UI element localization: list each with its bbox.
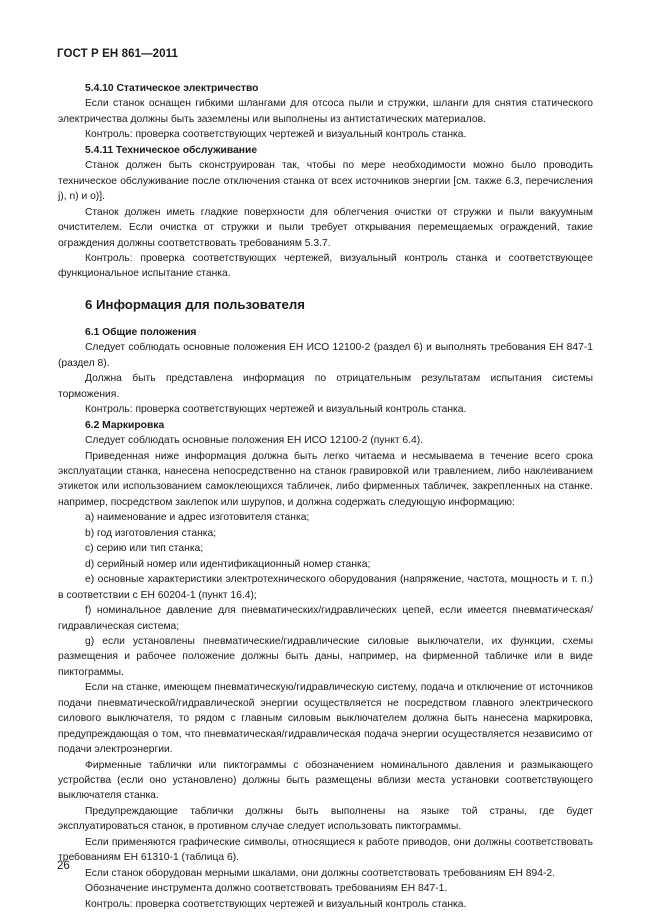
paragraph: Если станок оснащен гибкими шлангами для отсоса пыли и стружки, шланги для снятия статического электричества должны быть заземлены или выполнены из антистатических материалов. [58, 98, 593, 125]
paragraph: Должна быть представлена информация по отрицательным результатам испытания системы торможения. [58, 373, 593, 400]
control-paragraph: Контроль: проверка соответствующих чертежей и визуальный контроль станка. [85, 898, 467, 910]
paragraph: Приведенная ниже информация должна быть легко читаема и несмываема в течение всего срока эксплуатации станка, нанесена непосредственно на станок гравировкой или травлением, либо наклеиванием этикеток или использованием самоклеющихся табличек, либо фирменных табличек, закрепленных на станке. например, посредством заклепок или шурупов, и должна содержать следующую информацию: [58, 450, 593, 508]
paragraph: Если на станке, имеющем пневматическую/гидравлическую систему, подача и отключение от источников подачи пневматической/гидравлической энергии осуществляется не посредством главного электрического силового выключателя, то рядом с главным силовым выключателем должна быть нанесена маркировка, предупреждающая о том, что пневматическая/гидравлическая подача энергии осуществляется независимо от подачи электроэнергии. [58, 682, 593, 756]
subsection-title-6-1: 6.1 Общие положения [85, 326, 197, 338]
paragraph: Обозначение инструмента должно соответствовать требованиям ЕН 847-1. [85, 883, 448, 895]
list-item: e) основные характеристики электротехнического оборудования (напряжение, частота, мощность и т. п.) в соответствии с ЕН 60204-1 (пункт 16.4); [58, 574, 593, 601]
list-item: a) наименование и адрес изготовителя станка; [85, 512, 310, 524]
list-item: b) год изготовления станка; [85, 527, 217, 539]
subsection-title-5-4-10: 5.4.10 Статическое электричество [85, 83, 259, 94]
list-item: c) серию или тип станка; [85, 543, 204, 555]
paragraph: Станок должен быть сконструирован так, чтобы по мере необходимости можно было проводить техническое обслуживание после отключения станка от всех источников энергии [см. также 6.3, перечисления j), n) и o)]. [58, 160, 593, 203]
section-title-6: 6 Информация для пользователя [85, 296, 305, 312]
paragraph: Предупреждающие таблички должны быть выполнены на языке той страны, где будет эксплуатироваться станок, в противном случае следует использовать пиктограммы. [58, 805, 593, 833]
control-paragraph: Контроль: проверка соответствующих чертежей и визуальный контроль станка. [85, 404, 467, 416]
subsection-title-5-4-11: 5.4.11 Техническое обслуживание [85, 144, 258, 156]
paragraph: Если применяются графические символы, относящиеся к работе приводов, они должны соответствовать требованиям ЕН 61310-1 (таблица 6). [58, 836, 593, 864]
control-paragraph: Контроль: проверка соответствующих чертежей и визуальный контроль станка. [85, 129, 467, 141]
paragraph: Если станок оборудован мерными шкалами, они должны соответствовать требованиям ЕН 894-2. [85, 867, 555, 879]
list-item: d) серийный номер или идентификационный номер станка; [85, 558, 371, 570]
paragraph: Следует соблюдать основные положения ЕН ИСО 12100-2 (пункт 6.4). [85, 435, 423, 447]
page-number: 26 [57, 860, 70, 872]
page-body [58, 81, 593, 912]
paragraph: Станок должен иметь гладкие поверхности для облегчения очистки от стружки и пыли вакуумным очистителем. Если очистка от стружки и пыли требует открывания перемещаемых ограждений, такие ограждения должны соответствовать требованиям 5.3.7. [58, 206, 593, 249]
paragraph: Следует соблюдать основные положения ЕН ИСО 12100-2 (раздел 6) и выполнять требования ЕН 847-1 (раздел 8). [58, 342, 593, 369]
subsection-title-6-2: 6.2 Маркировка [85, 419, 165, 431]
list-item: g) если установлены пневматические/гидравлические силовые выключатели, их функции, схемы размещения и рабочее положение должны быть даны, например, на фирменной табличке или в виде пиктограммы. [58, 635, 593, 678]
paragraph: Фирменные таблички или пиктограммы с обозначением номинального давления и размыкающего устройства (если оно установлено) должны быть размещены вблизи места установки соответствующего выключателя станка. [58, 759, 593, 802]
document-code-header: ГОСТ Р ЕН 861—2011 [57, 48, 179, 60]
list-item: f) номинальное давление для пневматических/гидравлических цепей, если имеется пневматическая/гидравлическая система; [58, 605, 593, 632]
control-paragraph: Контроль: проверка соответствующих чертежей, визуальный контроль станка и соответствующее функциональное испытание станка. [58, 252, 593, 280]
